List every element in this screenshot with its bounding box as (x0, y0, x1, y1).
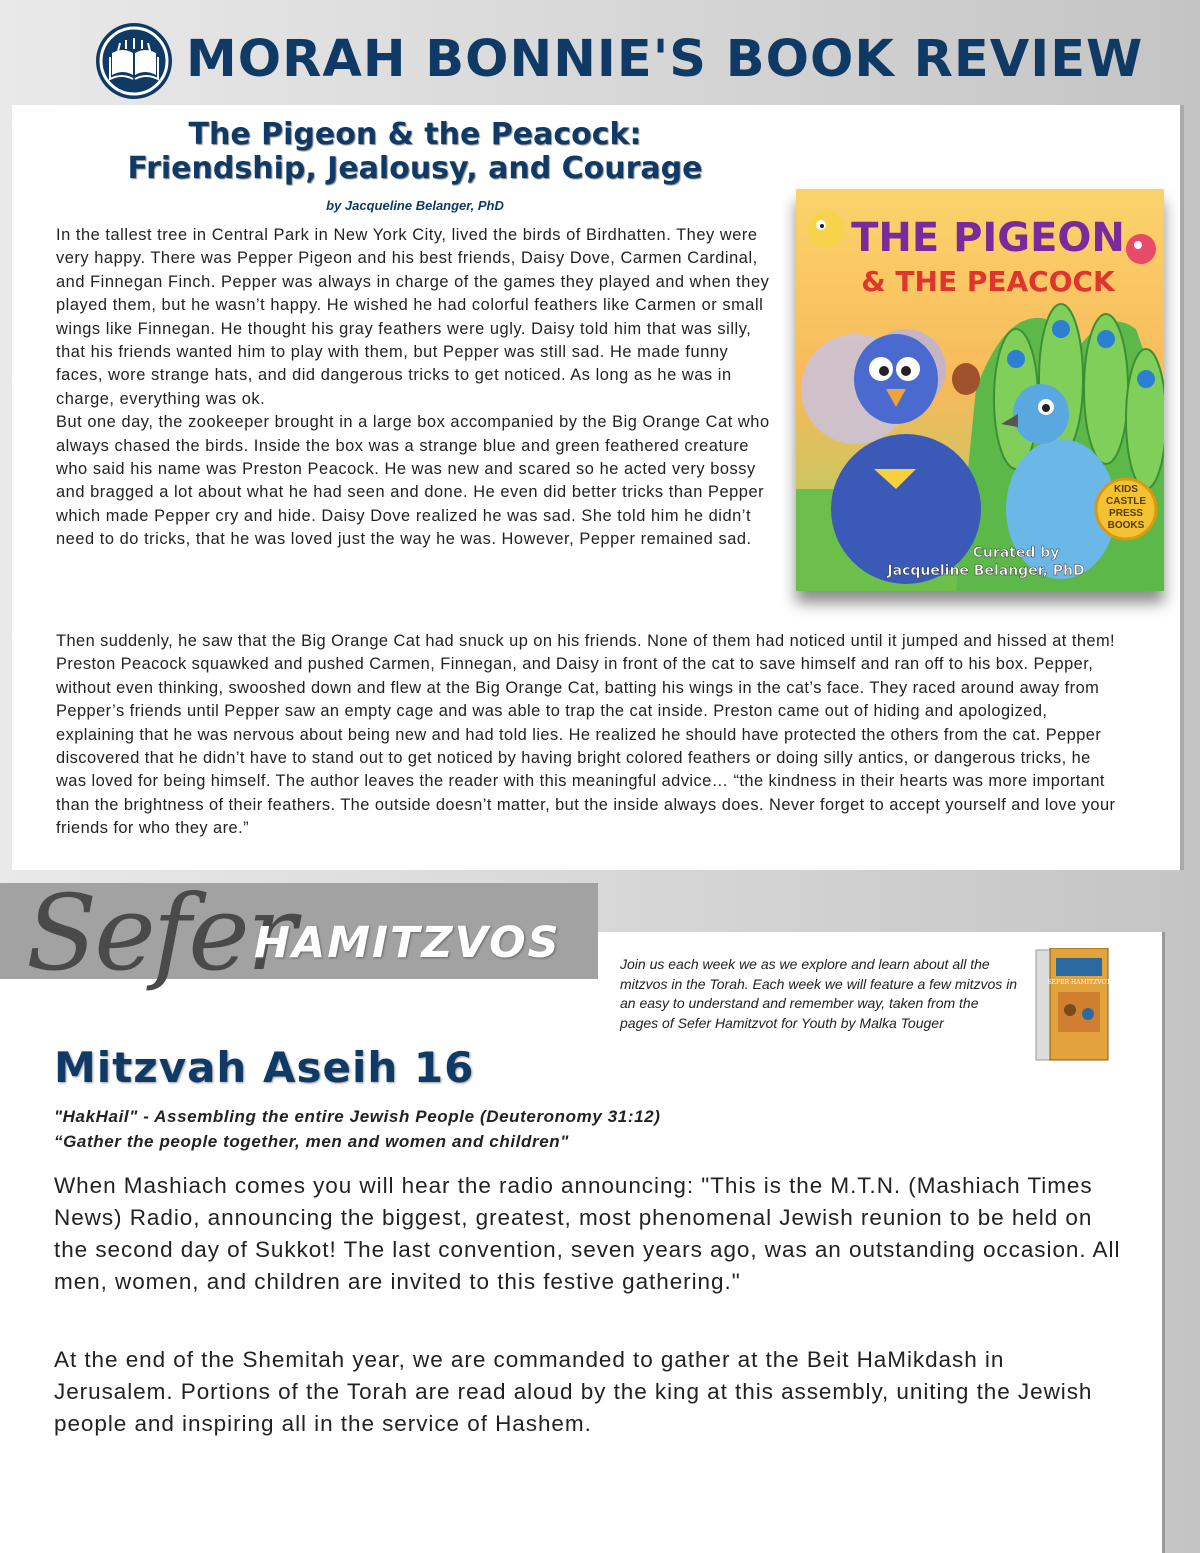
book-title-line2: Friendship, Jealousy, and Courage (127, 151, 703, 186)
mini-book-title: SEFER HAMITZVOT (1047, 979, 1110, 986)
cover-curated-line1: Curated by (972, 545, 1060, 561)
mitzvah-verse (54, 1104, 660, 1154)
open-book-icon (96, 23, 172, 99)
cover-curated-line2: Jacqueline Belanger, PhD (887, 563, 1085, 579)
hamitzvos-word: HAMITZVOS (254, 918, 561, 968)
mitzvah-paragraph-2: At the end of the Shemitah year, we are commanded to gather at the Beit HaMikdash in Jerusalem. Portions of the Torah are read aloud by the king at this assembly, uniting the Jewish people and inspiring all in the service of Hashem. (54, 1347, 1093, 1436)
sefer-script-word: Sefer (26, 872, 294, 994)
cover-title-line1: THE PIGEON (851, 215, 1125, 261)
review-text-top (56, 224, 776, 552)
mitzvah-card-left (0, 979, 12, 1553)
verse-line-2: “Gather the people together, men and women and children" (54, 1132, 569, 1151)
review-paragraph-2: But one day, the zookeeper brought in a large box accompanied by the Big Orange Cat who always chased the birds. Inside the box was a strange blue and green feathered creature who said his name was Preston Peacock. He was new and scared so he acted very bossy and bragged a lot about what he had seen and done. He even did better tricks than Pepper which made Pepper cry and hide. Daisy Dove realized he was sad. She told him he didn’t need to do tricks, that he was loved just the way he was. However, Pepper remained sad. (56, 413, 770, 549)
mitzvah-paragraph-1: When Mashiach comes you will hear the radio announcing: "This is the M.T.N. (Mashiach Times News) Radio, announcing the biggest, greatest, most phenomenal Jewish reunion to be held on the second day of Sukkot! The last convention, seven years ago, was an outstanding occasion. All men, women, and children are invited to this festive gathering." (54, 1173, 1121, 1294)
mitzvah-heading: Mitzvah Aseih 16 (54, 1043, 475, 1092)
cover-badge-line1: KIDS (1114, 484, 1138, 495)
review-paragraph-3: Then suddenly, he saw that the Big Orange Cat had snuck up on his friends. None of them had noticed until it jumped and hissed at them! Preston Peacock squawked and pushed Carmen, Finnegan, and Daisy in front of the cat to save himself and ran off to his box. Pepper, without even thinking, swooshed down and flew at the Big Orange Cat, batting his wings in the cat’s face. They raced around away from Pepper’s friends until Pepper saw an empty cage and was able to trap the cat inside. Preston came out of hiding and apologized, explaining that he was nervous about being new and had told lies. He realized he should have protected the others from the cat. Pepper discovered that he didn’t have to stand out to get noticed by having bright colored feathers or doing silly antics, or dangerous tricks, he was loved for being himself. The author leaves the reader with this meaningful advice… “the kindness in their hearts was more important than the brightness of their feathers. The outside doesn’t matter, but the inside always does. Never forget to accept yourself and love your friends for who they are.” (56, 632, 1116, 838)
book-cover-image (796, 189, 1164, 591)
book-author: by Jacqueline Belanger, PhD (326, 198, 504, 213)
sefer-intro: Join us each week we as we explore and learn about all the mitzvos in the Torah. Each week we will feature a few mitzvos in an easy to understand and remember way, taken from the pages of Sefer Hamitzvot for Youth by Malka Touger (620, 956, 1018, 1031)
cover-badge-line2: CASTLE (1106, 496, 1146, 507)
cover-title-line2: & THE PEACOCK (861, 265, 1115, 298)
verse-line-1: "HakHail" - Assembling the entire Jewish People (Deuteronomy 31:12) (54, 1107, 661, 1126)
book-title (60, 118, 770, 186)
review-text-bottom (56, 630, 1124, 841)
cover-badge-line4: BOOKS (1107, 520, 1145, 531)
page-title: MORAH BONNIE'S BOOK REVIEW (186, 30, 1144, 89)
page-header (0, 0, 1200, 110)
book-title-line1: The Pigeon & the Peacock: (188, 117, 642, 152)
cover-badge-line3: PRESS (1109, 508, 1143, 519)
sefer-book-image (1034, 948, 1110, 1062)
card-shadow-edge (1180, 105, 1184, 870)
review-paragraph-1: In the tallest tree in Central Park in New York City, lived the birds of Birdhatten. They were very happy. There was Pepper Pigeon and his best friends, Daisy Dove, Carmen Cardinal, and Finnegan Finch. Pepper was always in charge of the games they played and when they played them, but he wasn’t happy. He wished he had colorful feathers like Carmen or small wings like Finnegan. He thought his gray feathers were ugly. Daisy told him that was silly, that his friends wanted him to play with them, but Pepper was still sad. He made funny faces, wore strange hats, and did dangerous tricks to get noticed. As long as he was in charge, everything was ok. (56, 226, 770, 408)
card-shadow-edge-2 (1162, 932, 1165, 1553)
